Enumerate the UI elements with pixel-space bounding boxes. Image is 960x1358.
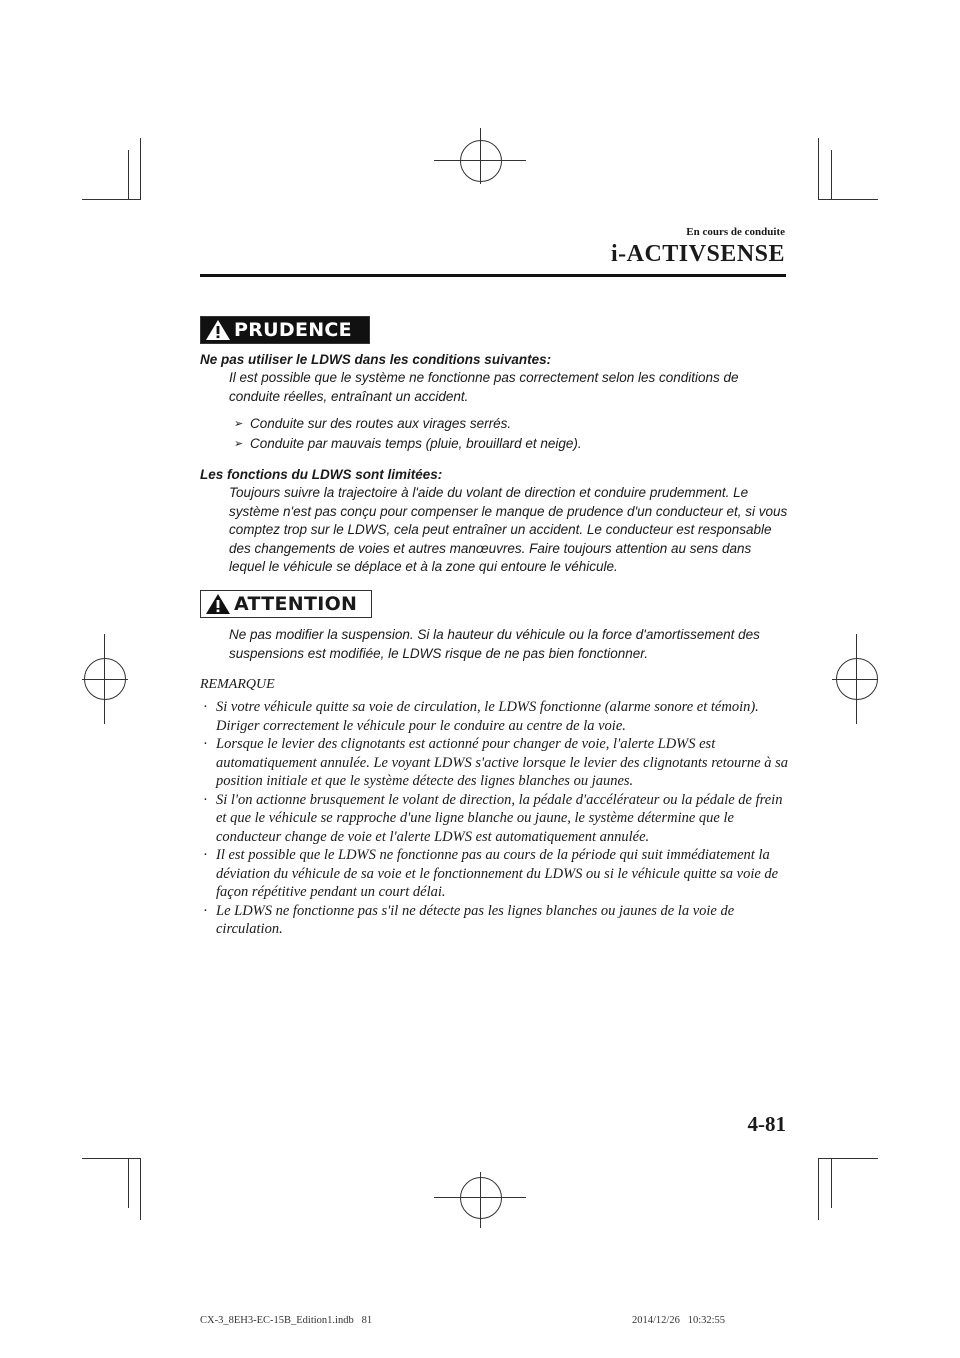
list-item: · Le LDWS ne fonctionne pas s'il ne détecte pas les lignes blanches ou jaunes de la voie de circulation. (203, 902, 735, 937)
caution-badge (200, 316, 370, 344)
warning-triangle-icon (205, 319, 231, 341)
page-number: 4-81 (747, 1112, 786, 1136)
section-label: En cours de conduite (686, 226, 785, 238)
attention-text: Ne pas modifier la suspension. Si la hauteur du véhicule ou la force d'amortissement des suspensions est modifiée, le LDWS risque de ne pas bien fonctionner. (229, 627, 760, 661)
page-title: i-ACTIVSENSE (610, 241, 785, 267)
caution-text-1: Il est possible que le système ne fonctionne pas correctement selon les conditions de conduite réelles, entraînant un accident. (229, 370, 739, 404)
caution-bullet-list (234, 415, 582, 454)
list-item: · Si votre véhicule quitte sa voie de circulation, le LDWS fonctionne (alarme sonore et témoin). Diriger correctement le véhicule pour le conduire au centre de la voie. (203, 699, 759, 734)
list-item: · Si l'on actionne brusquement le volant de direction, la pédale d'accélérateur ou la pédale de frein et que le véhicule se rapproche d'une ligne blanche ou jaune, le système détermine que le conducteur change de voie et l'alerte LDWS est automatiquement annulée. (203, 791, 783, 845)
bullet-dot-icon: · (203, 699, 208, 715)
arrow-bullet-icon: ➢ (234, 418, 244, 430)
remark-list (200, 698, 790, 939)
bullet-dot-icon: · (203, 902, 208, 919)
list-item: ➢ Conduite sur des routes aux virages serrés. (234, 415, 582, 434)
bullet-dot-icon: · (203, 736, 208, 752)
caution-text-2: Toujours suivre la trajectoire à l'aide du volant de direction et conduire prudemment. Le système n'est pas conçu pour compenser le manque de prudence d'un conducteur et, si vous comptez trop sur le LDWS, cela peut entraîner un accident. Le conducteur est responsable des changements de voies et autres manœuvres. Faire toujours attention au sens dans lequel le véhicule se déplace et à la zone qui entoure le véhicule. (229, 485, 788, 574)
footer-timestamp: 2014/12/26 10:32:55 (632, 1315, 726, 1326)
remark-title: REMARQUE (200, 677, 275, 692)
caution-heading-1: Ne pas utiliser le LDWS dans les conditions suivantes: (200, 352, 552, 367)
caution-heading-2: Les fonctions du LDWS sont limitées: (200, 467, 443, 482)
warning-triangle-icon (205, 593, 231, 615)
bullet-dot-icon: · (203, 847, 208, 863)
arrow-bullet-icon: ➢ (234, 437, 244, 450)
list-item: ➢ Conduite par mauvais temps (pluie, brouillard et neige). (234, 435, 582, 454)
list-item: · Lorsque le levier des clignotants est actionné pour changer de voie, l'alerte LDWS est automatiquement annulée. Le voyant LDWS s'active lorsque le levier des clignotants retourne à sa position initiale et que le système détecte des lignes blanches ou jaunes. (203, 736, 788, 789)
caution-label: PRUDENCE (234, 319, 352, 341)
footer-filename: CX-3_8EH3-EC-15B_Edition1.indb 81 (200, 1315, 373, 1326)
list-item: · Il est possible que le LDWS ne fonctionne pas au cours de la période qui suit immédiatement la déviation du véhicule de sa voie et le fonctionnement du LDWS ou si le véhicule quitte sa voie de façon répétitive pendant un court délai. (203, 847, 779, 900)
attention-badge (200, 590, 372, 618)
attention-label: ATTENTION (234, 593, 358, 615)
header-divider (200, 274, 786, 277)
bullet-dot-icon: · (203, 791, 208, 808)
